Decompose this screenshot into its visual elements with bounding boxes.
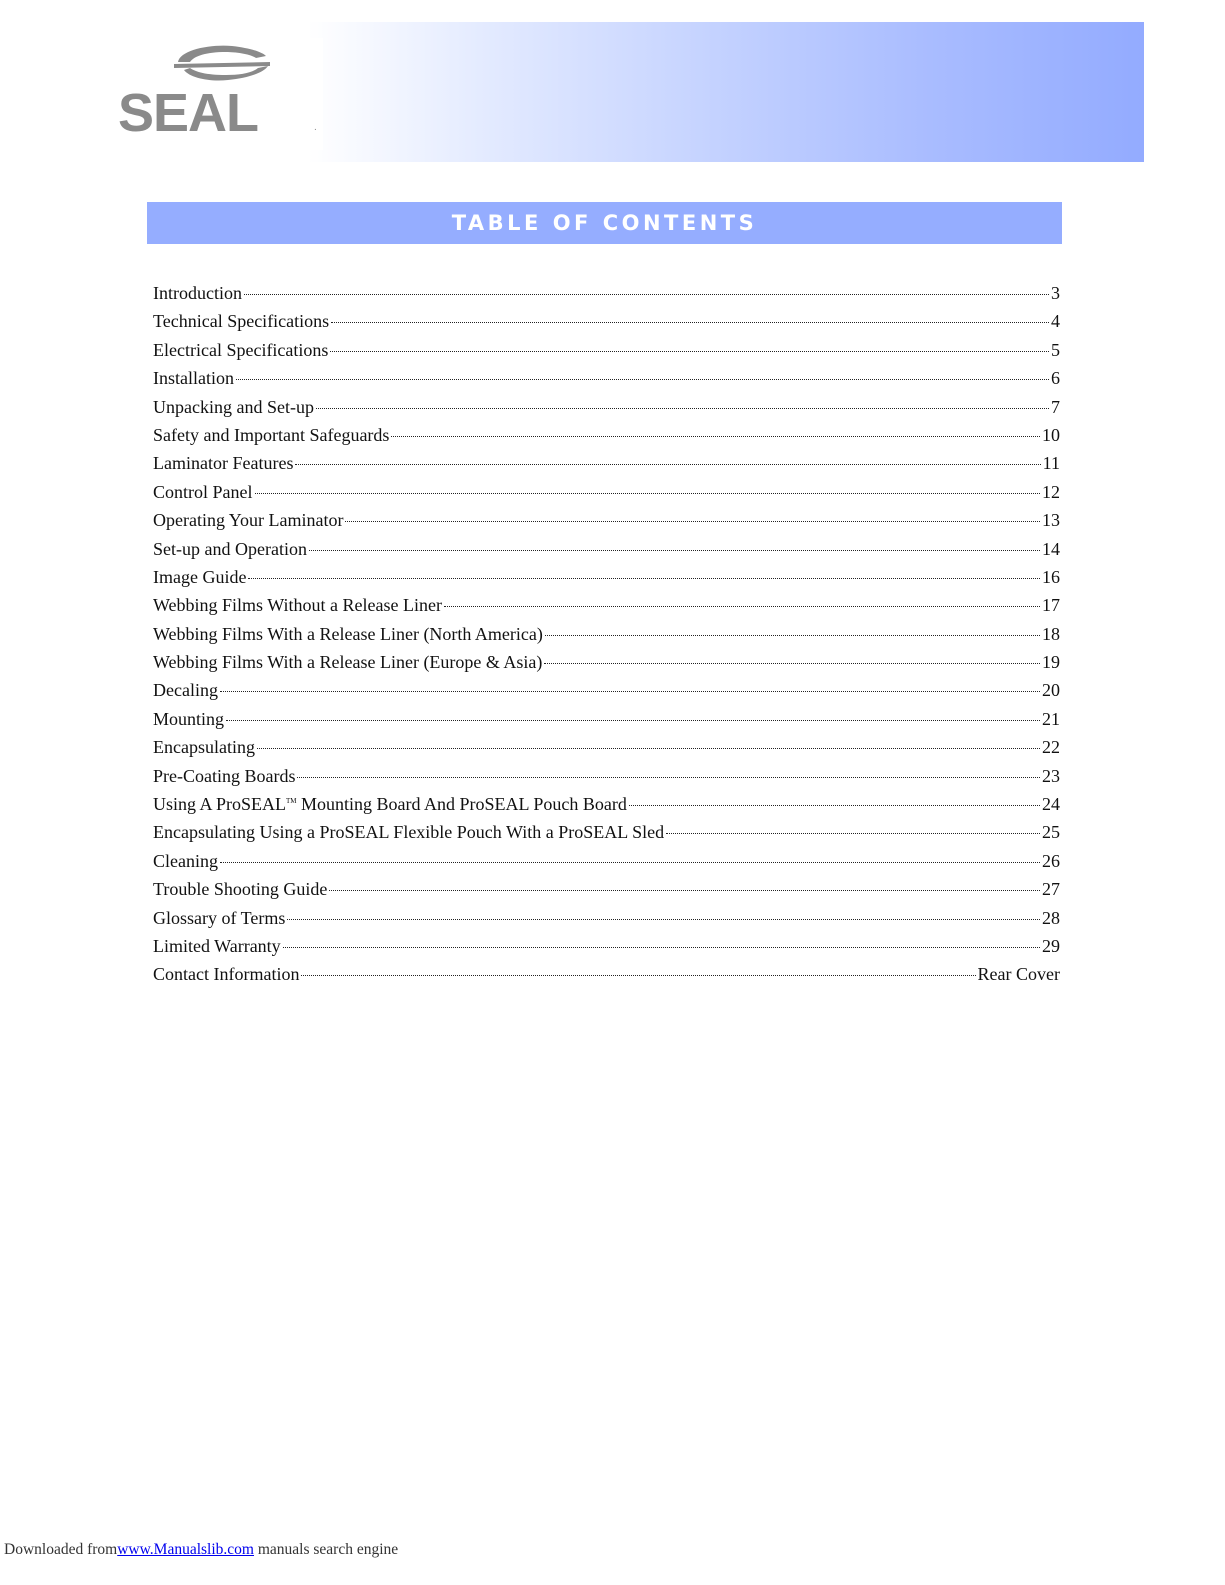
toc-entry-technical-specifications[interactable] [153, 311, 1060, 339]
toc-entry-page: 4 [1051, 311, 1060, 332]
toc-entry-page: 26 [1042, 850, 1060, 871]
trademark-mark: TM [286, 797, 297, 806]
toc-entry-page: 5 [1051, 339, 1060, 360]
toc-entry-safety[interactable] [153, 425, 1060, 453]
toc-entry-pre-coating[interactable] [153, 766, 1060, 794]
toc-dot-leader [226, 720, 1040, 721]
toc-entry-label: Operating Your Laminator [153, 510, 344, 531]
toc-dot-leader [444, 606, 1040, 607]
toc-dot-leader [666, 833, 1040, 834]
toc-dot-leader [244, 294, 1049, 295]
toc-entry-page: 29 [1042, 935, 1060, 956]
toc-entry-laminator-features[interactable] [153, 453, 1060, 481]
toc-entry-label: Pre-Coating Boards [153, 765, 296, 786]
toc-entry-limited-warranty[interactable] [153, 936, 1060, 964]
toc-dot-leader [295, 464, 1040, 465]
toc-dot-leader [545, 635, 1040, 636]
toc-dot-leader [330, 351, 1049, 352]
toc-entry-label: Control Panel [153, 481, 253, 502]
toc-dot-leader [255, 493, 1041, 494]
toc-dot-leader [391, 436, 1040, 437]
toc-dot-leader [309, 550, 1040, 551]
toc-entry-label: Mounting [153, 708, 225, 729]
toc-entry-page: 23 [1042, 765, 1060, 786]
toc-entry-operating[interactable] [153, 510, 1060, 538]
manualslib-link[interactable]: www.Manualslib.com [117, 1541, 254, 1558]
toc-entry-proseal-mounting-board[interactable] [153, 794, 1060, 822]
toc-dot-leader [345, 521, 1040, 522]
footer-suffix: manuals search engine [253, 1541, 399, 1558]
toc-dot-leader [301, 975, 975, 976]
toc-dot-leader [220, 862, 1040, 863]
toc-entry-page: 21 [1042, 708, 1060, 729]
toc-entry-page: 14 [1042, 538, 1060, 559]
toc-dot-leader [287, 919, 1040, 920]
toc-dot-leader [331, 322, 1049, 323]
toc-entry-image-guide[interactable] [153, 567, 1060, 595]
toc-entry-label: Webbing Films With a Release Liner (North America) [153, 623, 543, 644]
toc-entry-page: Rear Cover [977, 964, 1060, 985]
toc-dot-leader [329, 890, 1040, 891]
toc-entry-page: 7 [1051, 396, 1060, 417]
toc-entry-label: Image Guide [153, 566, 247, 587]
toc-entry-unpacking[interactable] [153, 397, 1060, 425]
toc-entry-label: Webbing Films With a Release Liner (Europe & Asia) [153, 652, 543, 673]
toc-entry-glossary[interactable] [153, 908, 1060, 936]
toc-entry-label: Encapsulating [153, 737, 255, 758]
toc-dot-leader [283, 947, 1040, 948]
toc-entry-label-part: Mounting Board And ProSEAL Pouch Board [296, 794, 627, 815]
toc-entry-label: Set-up and Operation [153, 538, 307, 559]
toc-entry-page: 10 [1042, 424, 1060, 445]
toc-entry-label: Unpacking and Set-up [153, 396, 314, 417]
toc-entry-page: 22 [1042, 737, 1060, 758]
toc-entry-page: 18 [1042, 623, 1060, 644]
toc-entry-label: Webbing Films Without a Release Liner [153, 595, 442, 616]
toc-dot-leader [316, 408, 1049, 409]
toc-entry-label: Cleaning [153, 850, 218, 871]
toc-entry-electrical-specifications[interactable] [153, 340, 1060, 368]
toc-entry-page: 12 [1042, 481, 1060, 502]
toc-entry-label: Technical Specifications [153, 311, 330, 332]
toc-entry-label: Safety and Important Safeguards [153, 424, 390, 445]
footer-prefix: Downloaded from [4, 1541, 118, 1558]
toc-entry-page: 20 [1042, 680, 1060, 701]
toc-entry-label: Contact Information [153, 964, 300, 985]
toc-entry-installation[interactable] [153, 368, 1060, 396]
toc-entry-page: 16 [1042, 566, 1060, 587]
toc-entry-page: 24 [1042, 794, 1060, 815]
toc-dot-leader [236, 379, 1049, 380]
toc-entry-page: 3 [1051, 283, 1060, 303]
toc-entry-page: 17 [1042, 595, 1060, 616]
toc-dot-leader [248, 578, 1040, 579]
toc-entry-label: Glossary of Terms [153, 907, 286, 928]
toc-list [153, 283, 1060, 993]
toc-entry-page: 25 [1042, 822, 1060, 843]
toc-entry-webbing-liner-eu-asia[interactable] [153, 652, 1060, 680]
toc-entry-mounting[interactable] [153, 709, 1060, 737]
toc-title-banner [147, 202, 1062, 244]
toc-entry-webbing-no-liner[interactable] [153, 595, 1060, 623]
toc-entry-decaling[interactable] [153, 680, 1060, 708]
toc-dot-leader [257, 748, 1040, 749]
logo-registered-mark: . [314, 122, 317, 133]
toc-entry-label: Installation [153, 368, 234, 389]
toc-entry-introduction[interactable] [153, 283, 1060, 311]
toc-entry-page: 27 [1042, 879, 1060, 900]
toc-entry-label-part: Using A ProSEAL [153, 794, 287, 815]
logo-wordmark: SEAL [118, 83, 259, 143]
toc-entry-page: 19 [1042, 652, 1060, 673]
toc-entry-trouble-shooting[interactable] [153, 879, 1060, 907]
download-footer [4, 1541, 398, 1559]
toc-entry-encapsulating[interactable] [153, 737, 1060, 765]
toc-entry-label: Electrical Specifications [153, 339, 329, 360]
toc-entry-proseal-flexible-pouch[interactable] [153, 822, 1060, 850]
toc-entry-label: Decaling [153, 680, 218, 701]
toc-entry-page: 6 [1051, 368, 1060, 389]
toc-dot-leader [220, 691, 1040, 692]
toc-entry-label: Introduction [153, 283, 242, 303]
toc-entry-control-panel[interactable] [153, 482, 1060, 510]
toc-dot-leader [629, 805, 1040, 806]
seal-swoosh-icon [170, 42, 280, 86]
toc-title: TABLE OF CONTENTS [451, 211, 758, 235]
toc-dot-leader [297, 777, 1040, 778]
toc-entry-page: 11 [1042, 453, 1060, 474]
toc-entry-setup-operation[interactable] [153, 539, 1060, 567]
seal-logo [118, 38, 323, 150]
toc-entry-label: Trouble Shooting Guide [153, 879, 328, 900]
toc-entry-cleaning[interactable] [153, 851, 1060, 879]
toc-entry-page: 28 [1042, 907, 1060, 928]
toc-entry-label: Limited Warranty [153, 935, 281, 956]
toc-entry-webbing-liner-na[interactable] [153, 624, 1060, 652]
toc-dot-leader [544, 663, 1040, 664]
toc-entry-label [153, 794, 627, 815]
toc-entry-contact-information[interactable] [153, 964, 1060, 992]
toc-entry-label: Encapsulating Using a ProSEAL Flexible Pouch With a ProSEAL Sled [153, 822, 665, 843]
toc-entry-label: Laminator Features [153, 453, 294, 474]
toc-entry-page: 13 [1042, 510, 1060, 531]
